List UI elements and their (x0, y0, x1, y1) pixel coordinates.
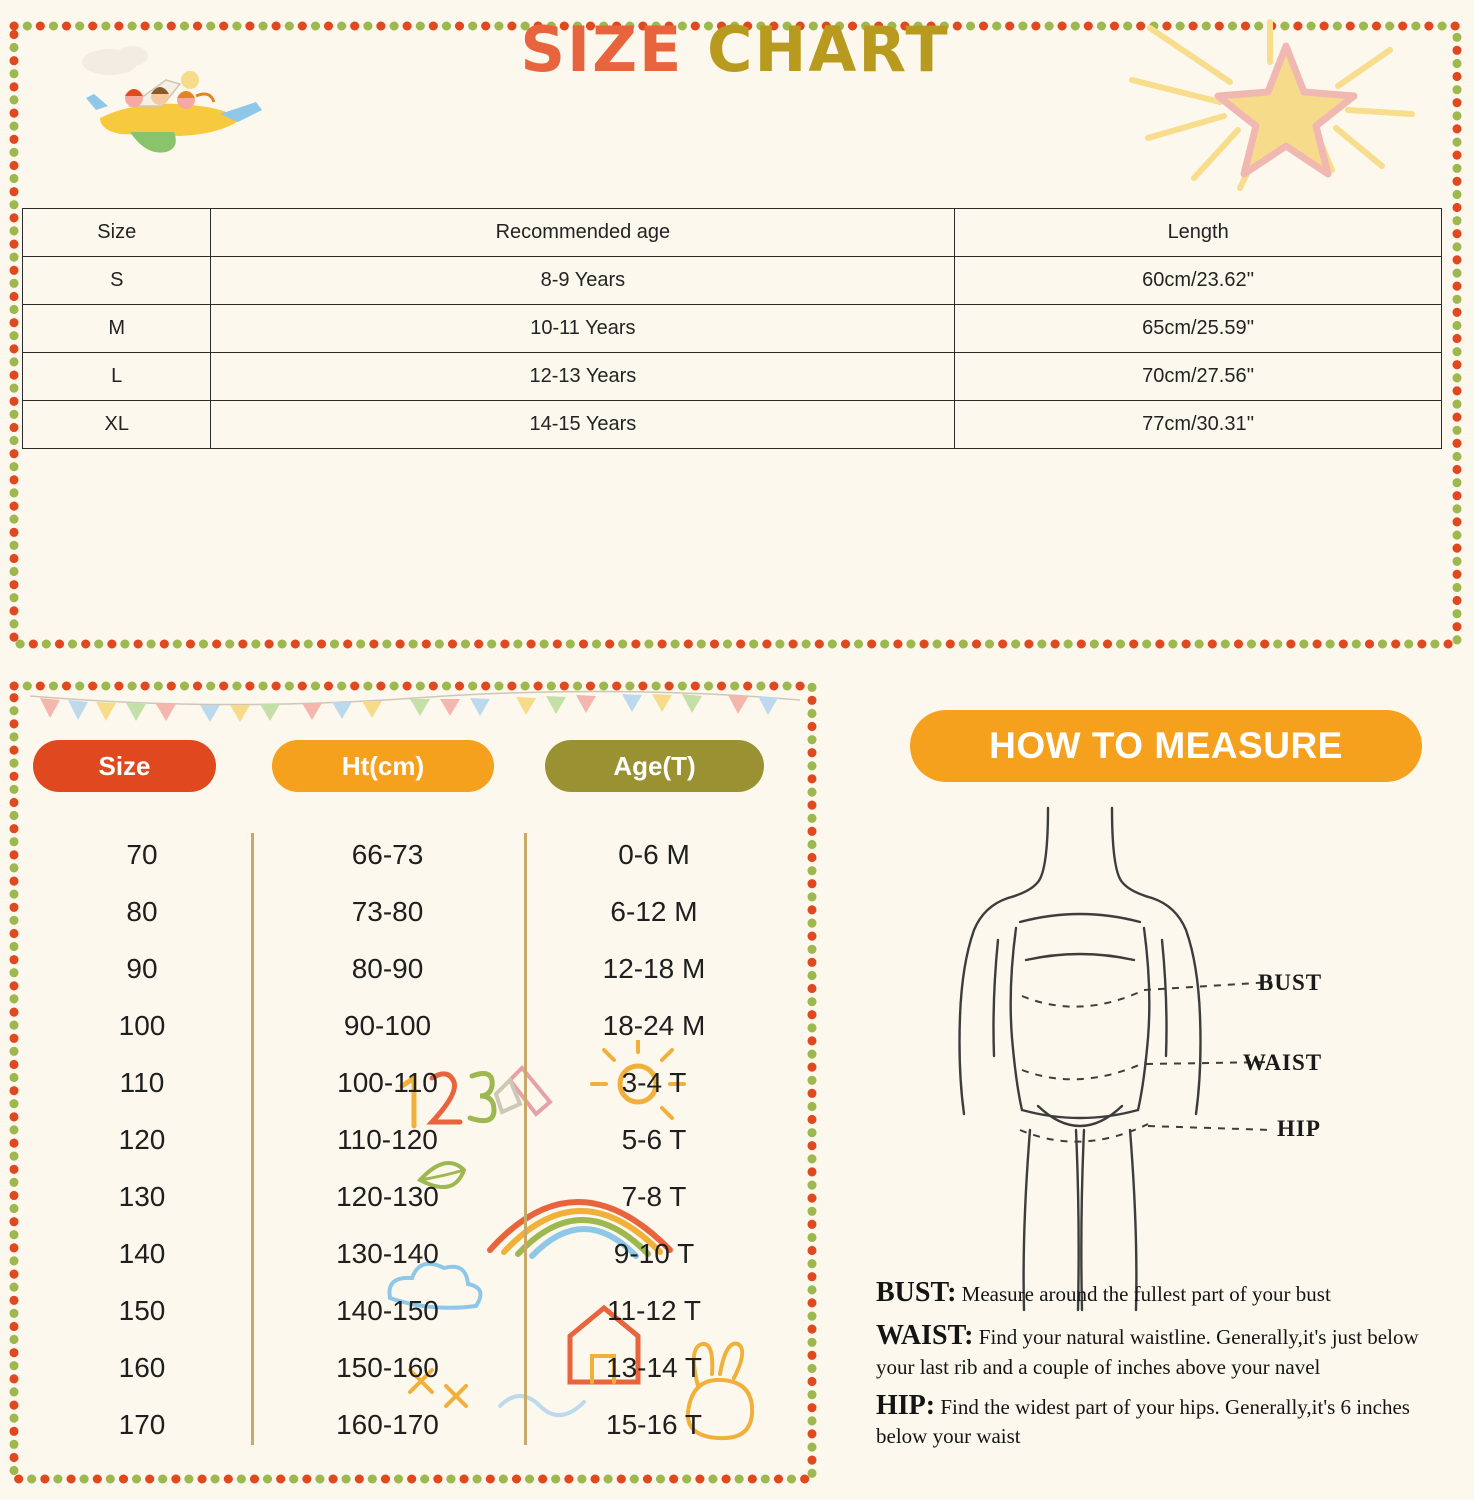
list-item (33, 1168, 793, 1225)
list-size: 120 (118, 1123, 166, 1155)
list-item (33, 1282, 793, 1339)
label-hip: HIP (1277, 1116, 1321, 1141)
waist-term: WAIST: (876, 1319, 974, 1351)
list-height: 100-110 (337, 1066, 438, 1098)
list-height: 90-100 (343, 1009, 432, 1041)
list-size: 150 (118, 1294, 166, 1326)
list-item (33, 1111, 793, 1168)
list-size: 70 (126, 838, 158, 870)
bunting-decoration (30, 690, 800, 722)
bust-desc: Measure around the fullest part of your bust (961, 1282, 1331, 1306)
label-waist: WAIST (1243, 1050, 1323, 1075)
list-height: 110-120 (337, 1123, 438, 1155)
list-item (33, 997, 793, 1054)
waist-instruction (876, 1318, 1451, 1381)
list-age: 13-14 T (606, 1351, 702, 1383)
list-height: 66-73 (351, 838, 424, 870)
list-age: 3-4 T (621, 1066, 687, 1098)
list-size: 140 (118, 1237, 166, 1269)
label-bust: BUST (1258, 970, 1323, 995)
list-height: 120-130 (336, 1180, 439, 1212)
list-item (33, 883, 793, 940)
list-height: 150-160 (336, 1351, 439, 1383)
list-size: 170 (118, 1408, 166, 1440)
page-title-part1: SIZE (520, 13, 684, 86)
how-to-measure-banner: HOW TO MEASURE (910, 710, 1422, 782)
hip-term: HIP: (876, 1389, 936, 1421)
list-size: 110 (119, 1066, 165, 1098)
cell-size: M (23, 305, 211, 353)
bust-term: BUST: (876, 1277, 957, 1308)
list-age: 7-8 T (621, 1180, 687, 1212)
cell-age: 12-13 Years (211, 353, 955, 401)
list-age: 5-6 T (621, 1123, 687, 1155)
list-height: 140-150 (336, 1294, 439, 1326)
header-recommended-age: Recommended age (211, 209, 955, 257)
table-header-row (23, 209, 1442, 257)
header-size: Size (23, 209, 211, 257)
header-length: Length (955, 209, 1442, 257)
list-item (33, 1396, 793, 1453)
list-height: 160-170 (336, 1408, 439, 1440)
cell-length: 77cm/30.31'' (955, 401, 1442, 449)
list-age: 0-6 M (618, 838, 690, 870)
cell-age: 8-9 Years (211, 257, 955, 305)
list-height: 130-140 (336, 1237, 439, 1269)
cell-size: S (23, 257, 211, 305)
height-column-header-pill: Ht(cm) (272, 740, 494, 792)
list-size: 90 (126, 952, 158, 984)
cell-length: 60cm/23.62'' (955, 257, 1442, 305)
age-column-header-pill: Age(T) (545, 740, 764, 792)
cell-age: 10-11 Years (211, 305, 955, 353)
cell-age: 14-15 Years (211, 401, 955, 449)
size-chart-table (22, 208, 1442, 449)
list-age: 9-10 T (613, 1237, 695, 1269)
list-item (33, 1225, 793, 1282)
list-item (33, 1339, 793, 1396)
measure-instructions (876, 1275, 1451, 1457)
list-size: 130 (118, 1180, 166, 1212)
page-title (455, 13, 1015, 86)
list-age: 15-16 T (606, 1408, 702, 1440)
list-age: 12-18 M (602, 952, 706, 984)
table-row (23, 305, 1442, 353)
list-age: 11-12 T (607, 1294, 701, 1326)
list-size: 80 (126, 895, 158, 927)
cell-length: 70cm/27.56'' (955, 353, 1442, 401)
page-title-part2: CHART (707, 13, 950, 86)
list-height: 80-90 (351, 952, 424, 984)
list-item (33, 826, 793, 883)
size-column-header-pill: Size (33, 740, 216, 792)
list-size: 100 (118, 1009, 166, 1041)
hip-instruction (876, 1388, 1451, 1451)
list-height: 73-80 (351, 895, 424, 927)
hip-desc: Find the widest part of your hips. Generally,it's 6 inches below your waist (876, 1394, 1410, 1449)
size-list (33, 826, 793, 1453)
table-row (23, 401, 1442, 449)
waist-desc: Find your natural waistline. Generally,it's just below your last rib and a couple of inches above your navel (876, 1324, 1419, 1379)
table-row (23, 353, 1442, 401)
star-illustration (1090, 10, 1420, 200)
list-age: 18-24 M (602, 1009, 706, 1041)
list-age: 6-12 M (610, 895, 698, 927)
bust-instruction (876, 1275, 1451, 1311)
list-item (33, 940, 793, 997)
airplane-kids-illustration (70, 40, 270, 170)
list-item (33, 1054, 793, 1111)
table-row (23, 257, 1442, 305)
list-size: 160 (118, 1351, 166, 1383)
cell-length: 65cm/25.59'' (955, 305, 1442, 353)
cell-size: XL (23, 401, 211, 449)
cell-size: L (23, 353, 211, 401)
